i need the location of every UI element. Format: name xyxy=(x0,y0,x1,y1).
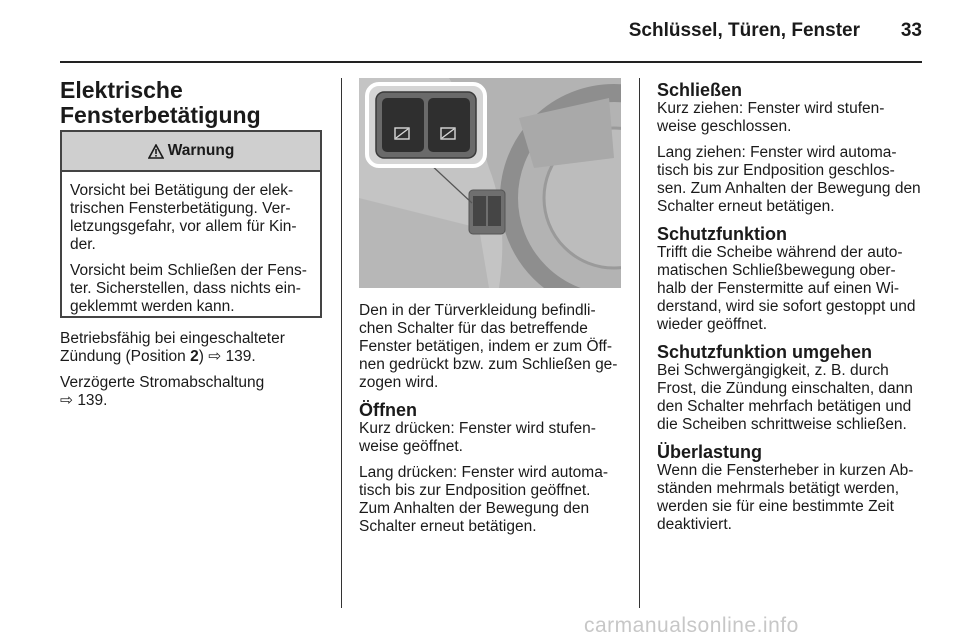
schutzfunktion-paragraph: Trifft die Scheibe während der auto-matischen Schließbewegung ober-halb der Fenstermitte auf einen Wi-derstand, wird sie sofort gestoppt und wieder geöffnet. xyxy=(657,244,916,333)
section-title-line2: Fensterbetätigung xyxy=(60,102,261,128)
ignition-position: 2 xyxy=(190,348,199,365)
warning-paragraph-2: Vorsicht beim Schließen der Fens-ter. Sicherstellen, dass nichts ein-geklemmt werden kann. xyxy=(70,262,307,315)
column-divider-left xyxy=(341,78,342,608)
arrow-reference-icon[interactable]: ⇨ xyxy=(208,348,222,365)
warning-label: Warnung xyxy=(167,142,235,159)
ignition-text: Betriebsfähig bei eingeschalteter Zündung (Position xyxy=(60,330,285,365)
schutzfunktion-umgehen-paragraph: Bei Schwergängigkeit, z. B. durch Frost, die Zündung einschalten, dann den Schalter mehrfach betätigen und die Scheiben schrittweise schließen. xyxy=(657,362,913,433)
section-title xyxy=(60,78,330,128)
section-title-line1: Elektrische xyxy=(60,77,183,103)
page-reference[interactable]: 139. xyxy=(225,348,256,365)
warning-triangle-icon xyxy=(148,144,164,159)
middle-column-text xyxy=(359,302,621,544)
right-column-text xyxy=(657,80,922,542)
column-divider-right xyxy=(639,78,640,608)
schutzfunktion-heading: Schutzfunktion xyxy=(657,224,787,244)
illustration-drawing xyxy=(359,78,621,288)
running-header-title: Schlüssel, Türen, Fenster xyxy=(628,20,860,41)
header-divider xyxy=(60,61,922,63)
schliessen-paragraph-1: Kurz ziehen: Fenster wird stufen-weise geschlossen. xyxy=(657,100,885,135)
figure-caption: Den in der Türverkleidung befindli-chen Schalter für das betreffende Fenster betätigen, indem er zum Öff-nen gedrückt bzw. zum Schließen ge-zogen wird. xyxy=(359,302,618,391)
page-reference[interactable]: 139. xyxy=(77,392,108,409)
oeffnen-paragraph-2: Lang drücken: Fenster wird automa-tisch bis zur Endposition geöffnet. Zum Anhalten der Bewegung den Schalter erneut betätigen. xyxy=(359,464,608,535)
left-column-text xyxy=(60,330,325,418)
schliessen-paragraph-2: Lang ziehen: Fenster wird automa-tisch bis zur Endposition geschlos-sen. Zum Anhalten der Bewegung den Schalter erneut betätigen. xyxy=(657,144,921,215)
page-number: 33 xyxy=(900,20,922,41)
ueberlastung-paragraph: Wenn die Fensterheber in kurzen Ab-ständen mehrmals betätigt werden, werden sie für eine bestimmte Zeit deaktiviert. xyxy=(657,462,914,533)
ignition-paren: ) xyxy=(198,348,204,365)
arrow-reference-icon[interactable]: ⇨ xyxy=(60,392,73,409)
warning-body xyxy=(62,172,320,316)
watermark: carmanualsonline.info xyxy=(584,614,799,637)
power-off-paragraph xyxy=(60,374,325,410)
warning-box xyxy=(60,130,322,318)
warning-header xyxy=(62,132,320,172)
oeffnen-paragraph-1: Kurz drücken: Fenster wird stufen-weise geöffnet. xyxy=(359,420,596,455)
window-switch-illustration xyxy=(359,78,621,288)
power-off-text: Verzögerte Stromabschaltung xyxy=(60,374,265,391)
ueberlastung-heading: Überlastung xyxy=(657,442,763,462)
schliessen-heading: Schließen xyxy=(657,80,743,100)
warning-paragraph-1: Vorsicht bei Betätigung der elek-trischen Fensterbetätigung. Ver-letzungsgefahr, vor allem für Kin-der. xyxy=(70,182,297,253)
ignition-paragraph xyxy=(60,330,325,366)
schutzfunktion-umgehen-heading: Schutzfunktion umgehen xyxy=(657,342,872,362)
oeffnen-heading: Öffnen xyxy=(359,400,417,420)
